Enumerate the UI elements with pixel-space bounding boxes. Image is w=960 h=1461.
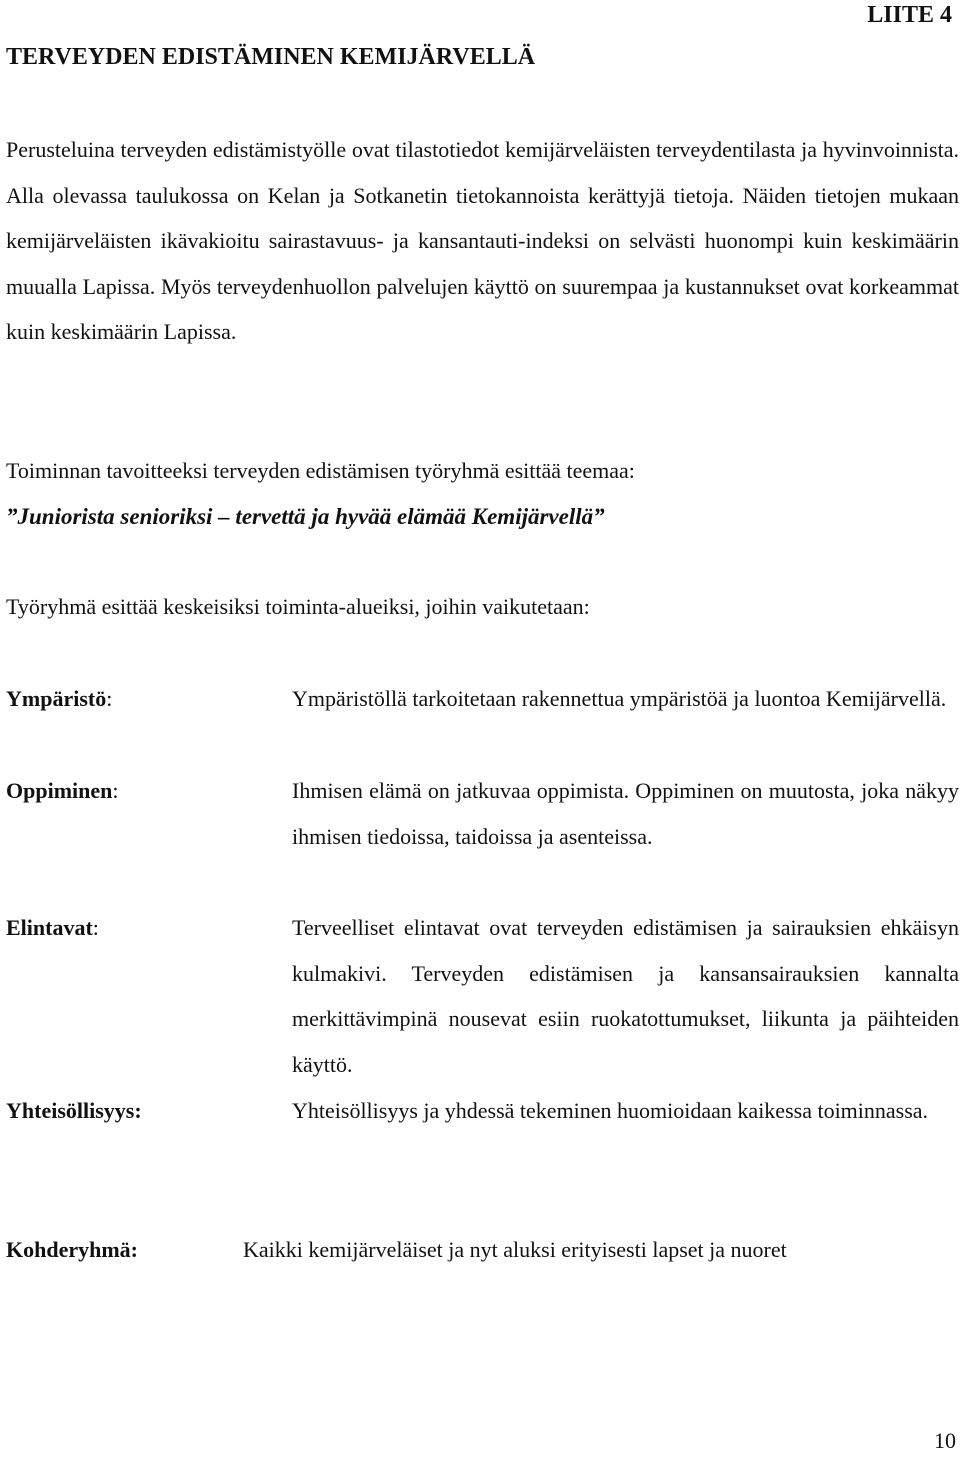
area-label-colon: :	[112, 778, 119, 803]
area-label-ymparisto	[6, 676, 112, 722]
target-group-label: Kohderyhmä:	[6, 1237, 138, 1262]
area-label-text: Oppiminen	[6, 778, 113, 803]
document-title: TERVEYDEN EDISTÄMINEN KEMIJÄRVELLÄ	[6, 44, 536, 70]
area-description-elintavat: Terveelliset elintavat ovat terveyden edistämisen ja sairauksien ehkäisyn kulmakivi. Terveyden edistämisen ja kansansairauksien kannalta merkittävimpinä nousevat esiin ruokatottumukset, liikunta ja päihteiden käyttö.	[292, 915, 959, 1077]
area-label-text: Elintavat	[6, 915, 93, 940]
intro-paragraph: Perusteluina terveyden edistämistyölle ovat tilastotiedot kemijärveläisten terveydentilasta ja hyvinvoinnista. Alla olevassa taulukossa on Kelan ja Sotkanetin tietokannoista kerättyjä tietoja. Näiden tietojen mukaan kemijärveläisten ikävakioitu sairastavuus- ja kansantauti-indeksi on selvästi huonompi kuin keskimäärin muualla Lapissa. Myös terveydenhuollon palvelujen käyttö on suurempaa ja kustannukset ovat korkeammat kuin keskimäärin Lapissa.	[6, 137, 959, 345]
annex-label: LIITE 4	[867, 2, 952, 28]
area-label-elintavat	[6, 905, 99, 951]
area-description-oppiminen: Ihmisen elämä on jatkuvaa oppimista. Oppiminen on muutosta, joka näkyy ihmisen tiedoissa, taidoissa ja asenteissa.	[292, 778, 959, 849]
areas-intro: Työryhmä esittää keskeisiksi toiminta-alueiksi, joihin vaikutetaan:	[6, 594, 590, 619]
area-label-text: Yhteisöllisyys:	[6, 1098, 142, 1123]
goal-intro: Toiminnan tavoitteeksi terveyden edistämisen työryhmä esittää teemaa:	[6, 458, 635, 483]
page-number: 10	[934, 1428, 956, 1453]
area-label-colon: :	[106, 686, 113, 711]
target-group-value: Kaikki kemijärveläiset ja nyt aluksi erityisesti lapset ja nuoret	[243, 1237, 787, 1262]
area-description-yhteisollisyys: Yhteisöllisyys ja yhdessä tekeminen huomioidaan kaikessa toiminnassa.	[292, 1098, 929, 1123]
theme-slogan: ”Juniorista senioriksi – tervettä ja hyvää elämää Kemijärvellä”	[6, 504, 605, 529]
area-label-oppiminen	[6, 768, 119, 814]
area-label-text: Ympäristö	[6, 686, 107, 711]
area-label-yhteisollisyys	[6, 1088, 142, 1134]
area-label-colon: :	[92, 915, 99, 940]
area-description-ymparisto: Ympäristöllä tarkoitetaan rakennettua ympäristöä ja luontoa Kemijärvellä.	[292, 686, 947, 711]
